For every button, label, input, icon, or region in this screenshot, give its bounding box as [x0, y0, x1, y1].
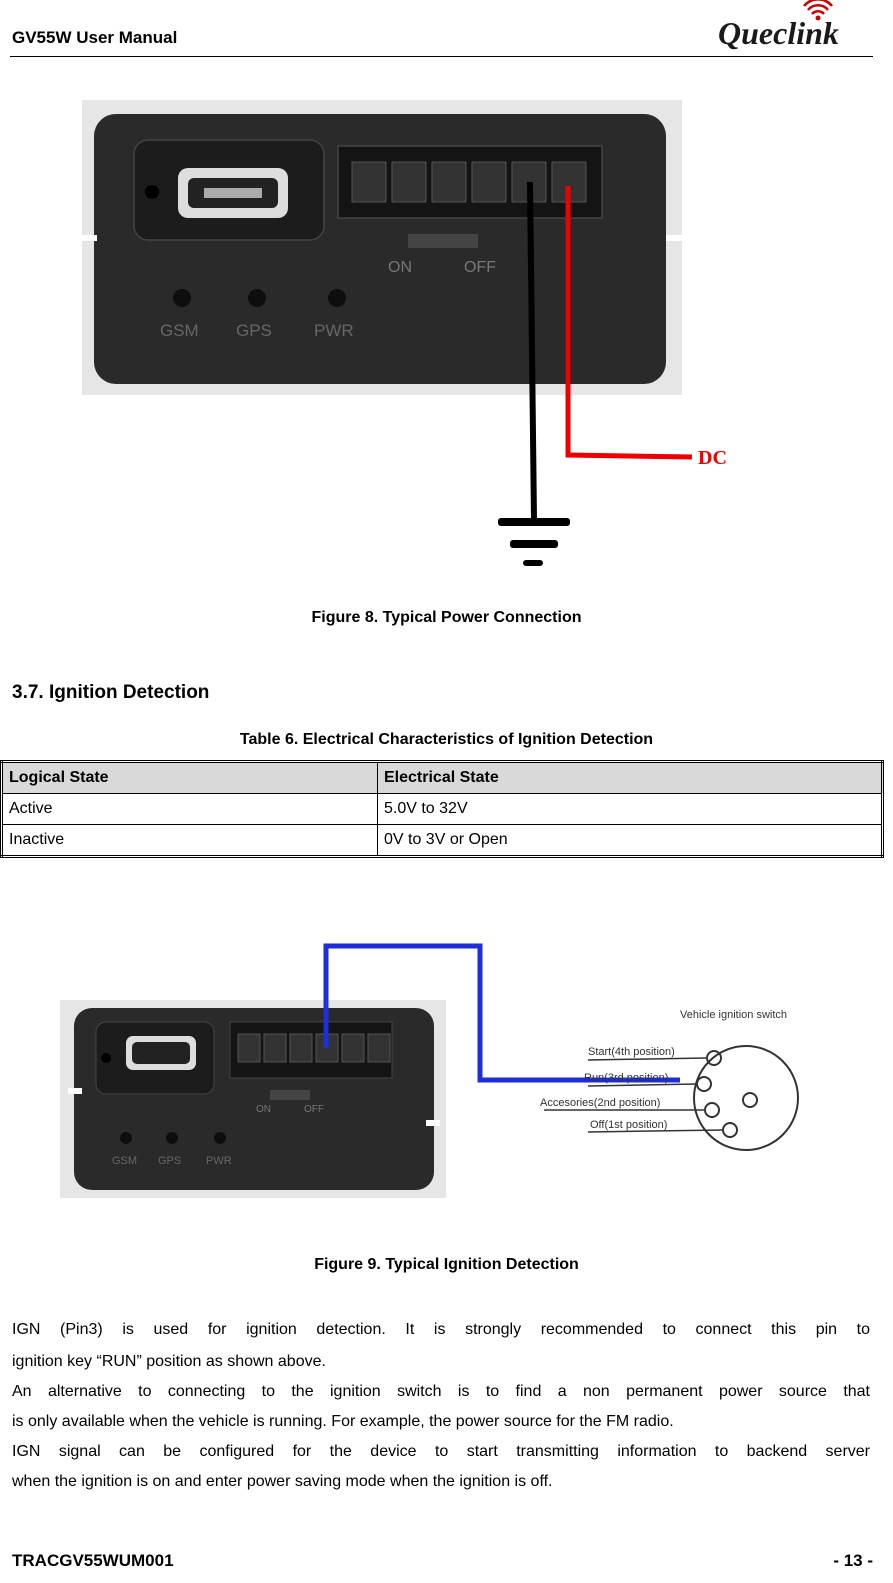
header-title: GV55W User Manual	[12, 28, 178, 47]
fig9-pwr-label: PWR	[206, 1155, 232, 1167]
table-cell: Inactive	[2, 825, 378, 857]
table-header-cell: Electrical State	[378, 762, 883, 794]
footer-doc-id: TRACGV55WUM001	[12, 1551, 174, 1570]
accessories-position-label: Accesories(2nd position)	[540, 1097, 661, 1109]
body-paragraph-1-line-1: IGN (Pin3) is used for ignition detection. It is strongly recommended to connect this pin to	[12, 1321, 870, 1338]
table-row	[2, 825, 883, 857]
start-position-label: Start(4th position)	[588, 1046, 675, 1058]
body-paragraph-1-line-2: ignition key “RUN” position as shown above.	[12, 1353, 326, 1370]
footer-page-number: - 13 -	[833, 1551, 873, 1570]
switch-title: Vehicle ignition switch	[680, 1009, 788, 1021]
dc-label: DC	[698, 447, 727, 469]
table-cell: 0V to 3V or Open	[378, 825, 883, 857]
fig9-on-label: ON	[256, 1104, 271, 1115]
fig8-pwr-label: PWR	[314, 321, 354, 340]
table-6-caption: Table 6. Electrical Characteristics of Ignition Detection	[239, 731, 654, 748]
fig8-gps-label: GPS	[236, 321, 272, 340]
ground-wire	[530, 182, 534, 520]
fig9-gsm-label: GSM	[112, 1155, 138, 1167]
fig9-off-label: OFF	[304, 1104, 324, 1115]
svg-text:Queclink: Queclink	[718, 15, 839, 51]
queclink-logo	[716, 0, 866, 52]
table-header-cell: Logical State	[2, 762, 378, 794]
fig8-gsm-label: GSM	[160, 321, 199, 340]
figure-8-caption: Figure 8. Typical Power Connection	[311, 609, 582, 626]
run-position-label: Run(3rd position)	[584, 1072, 669, 1084]
off-position-label: Off(1st position)	[590, 1119, 668, 1131]
ground-symbol	[498, 518, 570, 566]
body-paragraph-2-line-2: is only available when the vehicle is running. For example, the power source for the FM radio.	[12, 1413, 674, 1430]
table-cell: 5.0V to 32V	[378, 794, 883, 825]
table-cell: Active	[2, 794, 378, 825]
body-paragraph-2-line-1: An alternative to connecting to the ignition switch is to find a non permanent power source that	[12, 1383, 870, 1400]
fig8-on-label: ON	[388, 259, 412, 276]
ignition-switch-icon	[694, 1046, 798, 1150]
table-header-row	[2, 762, 883, 794]
header-rule	[10, 56, 873, 57]
fig8-off-label: OFF	[464, 259, 496, 276]
body-paragraph-3-line-1: IGN signal can be configured for the device to start transmitting information to backend server	[12, 1443, 870, 1460]
body-paragraph-3-line-2: when the ignition is on and enter power saving mode when the ignition is off.	[12, 1473, 553, 1490]
table-row	[2, 794, 883, 825]
section-heading: 3.7. Ignition Detection	[12, 682, 210, 703]
figure-9-caption: Figure 9. Typical Ignition Detection	[314, 1256, 579, 1273]
ignition-characteristics-table	[0, 760, 884, 858]
figure-9-ignition-detection	[60, 940, 820, 1205]
figure-8-power-connection	[82, 100, 762, 575]
fig9-gps-label: GPS	[158, 1155, 182, 1167]
